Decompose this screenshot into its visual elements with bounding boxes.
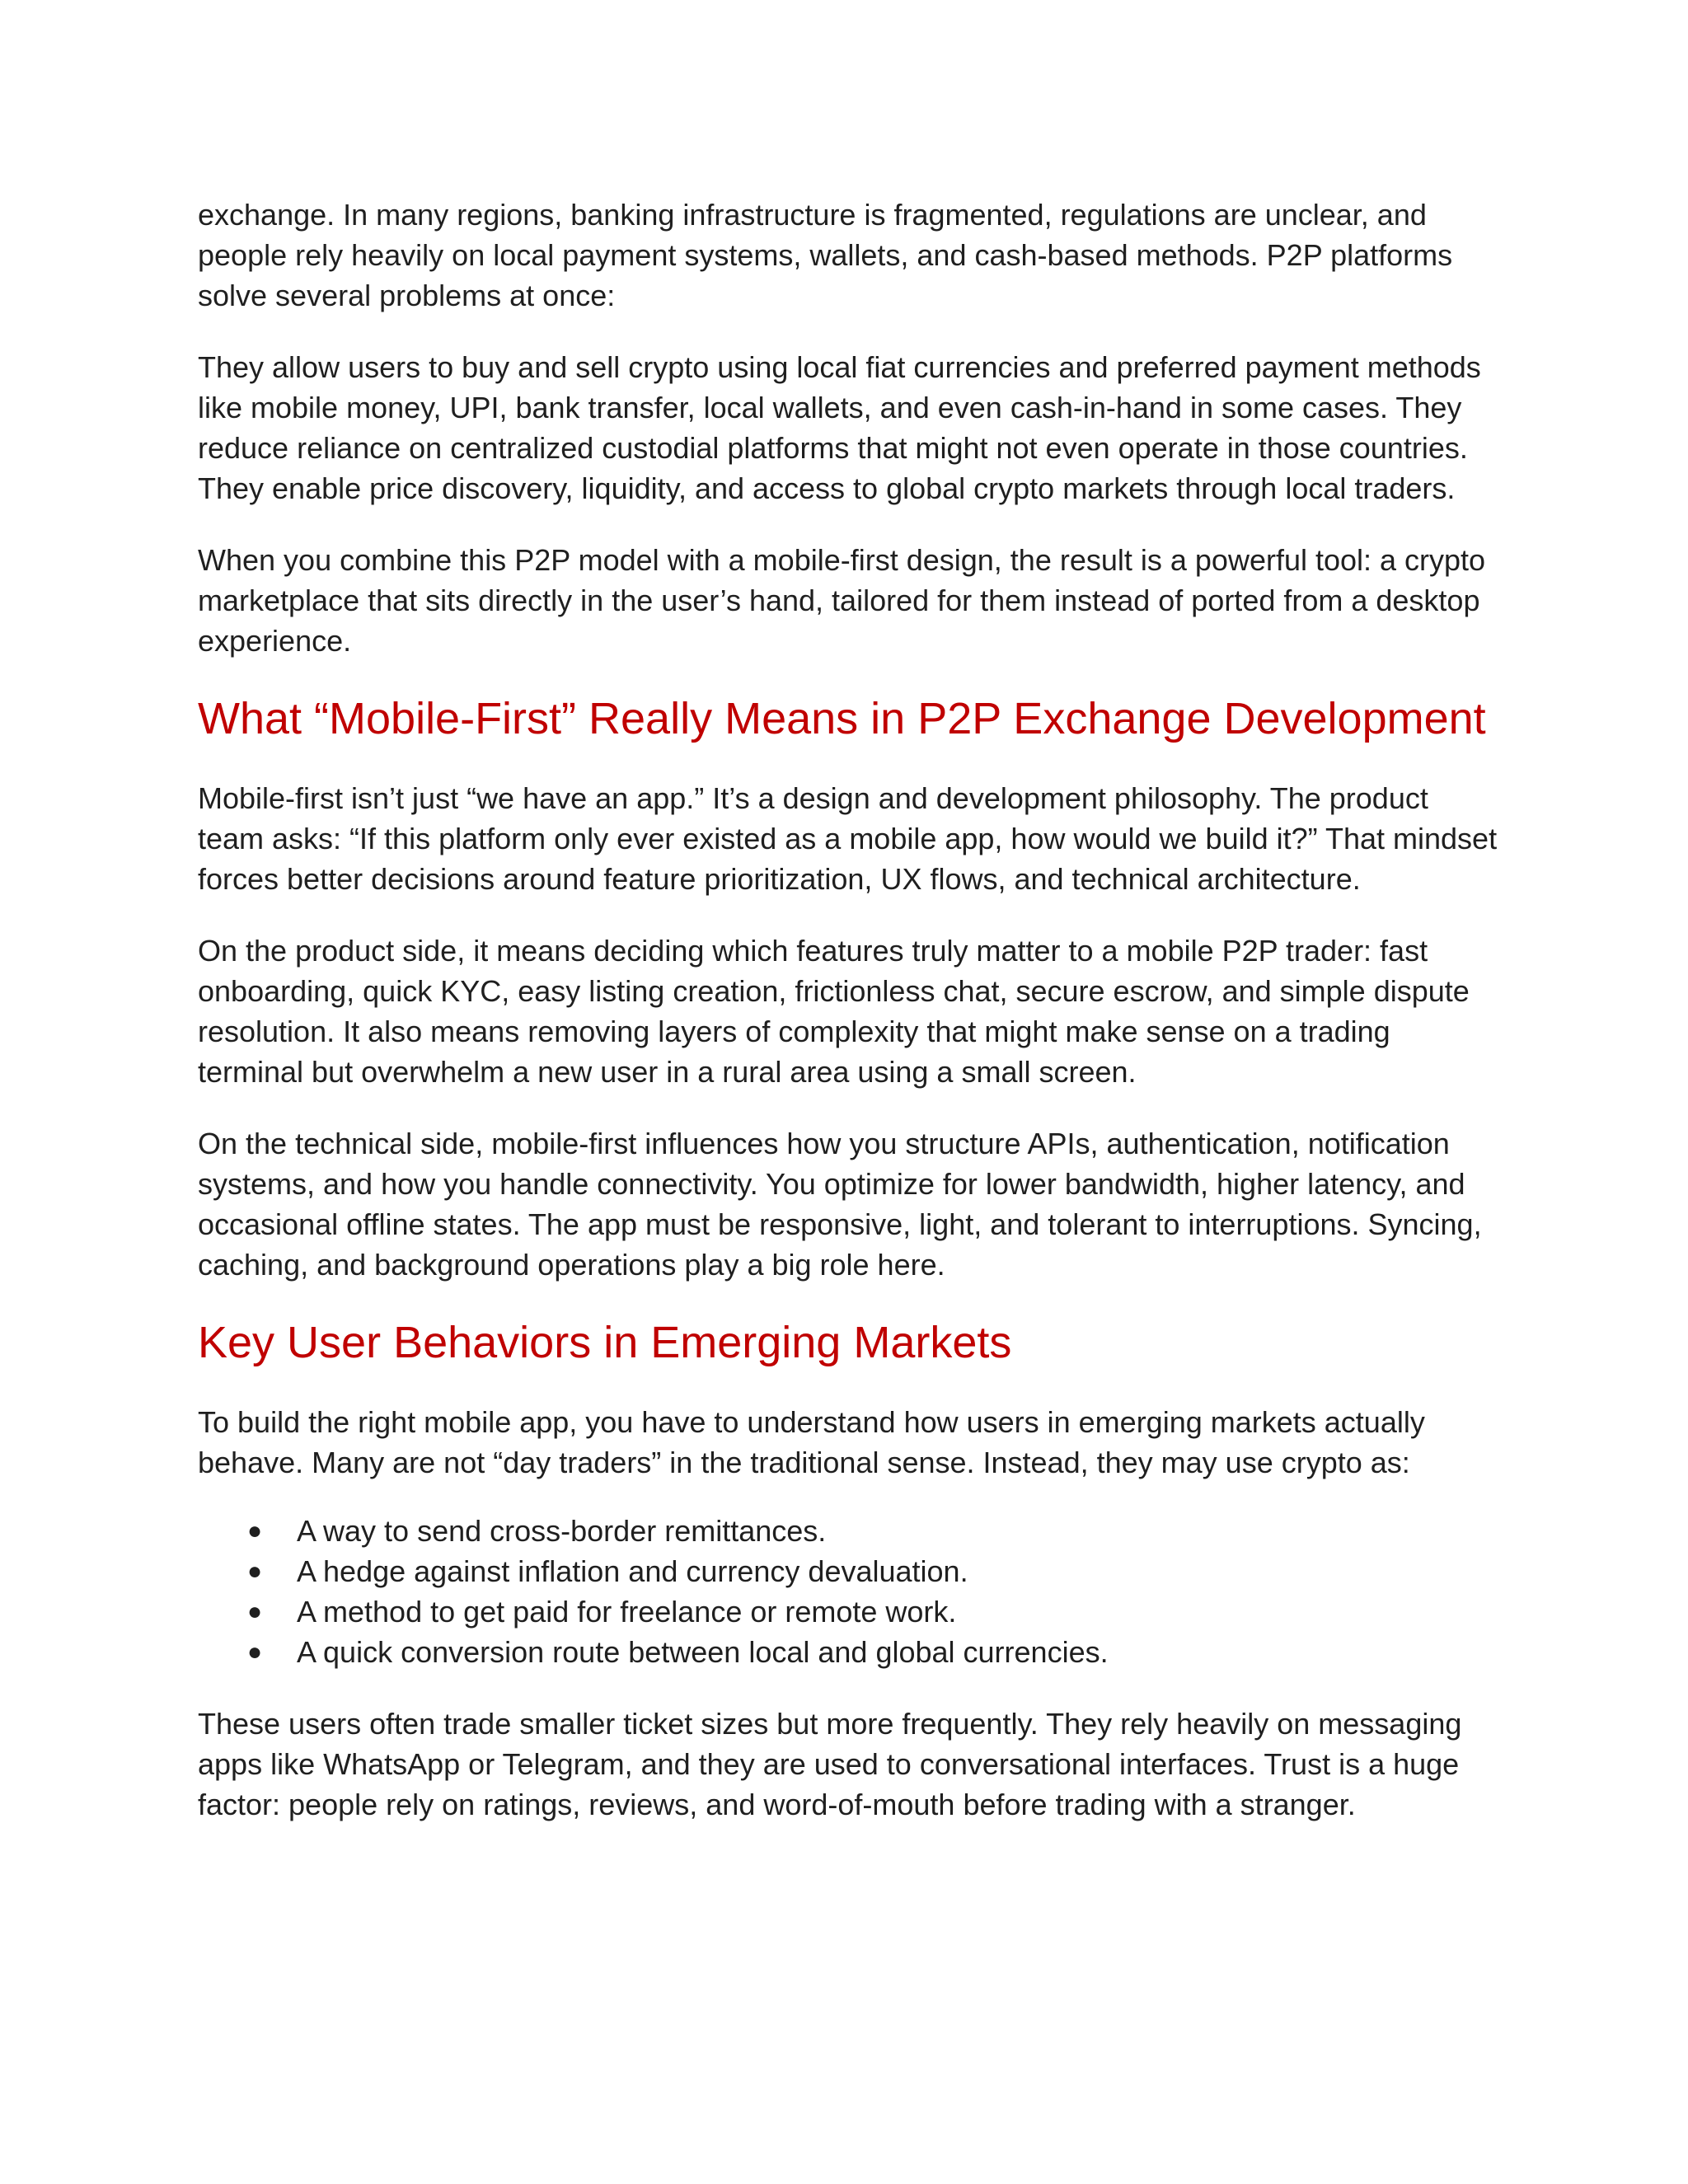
intro-paragraph-3: When you combine this P2P model with a mobile-first design, the result is a powerful tool: a crypto marketplace that sits directly in the user’s hand, tailored for them instead of ported from a desktop experience. [198,543,1486,658]
bullet-icon: ● [247,1598,263,1625]
user-behaviors-closing: These users often trade smaller ticket sizes but more frequently. They rely heavily on messaging apps like WhatsApp or Telegram, and they are used to conversational interfaces. Trust is a huge factor: people rely on ratings, reviews, and word-of-mouth before trading with a stranger. [198,1707,1462,1821]
list-item-text: A quick conversion route between local and global currencies. [297,1635,1109,1669]
user-behaviors-intro: To build the right mobile app, you have to understand how users in emerging markets actually behave. Many are not “day traders” in the traditional sense. Instead, they may use crypto as: [198,1405,1425,1479]
heading-mobile-first: What “Mobile-First” Really Means in P2P Exchange Development [198,694,1486,743]
mobile-first-paragraph-3: On the technical side, mobile-first influences how you structure APIs, authentication, notification systems, and how you handle connectivity. You optimize for lower bandwidth, higher latency, and occasional offline states. The app must be responsive, light, and tolerant to interruptions. Syncing, caching, and background operations play a big role here. [198,1127,1482,1282]
list-item [198,1511,1500,1551]
list-item-text: A method to get paid for freelance or remote work. [297,1595,957,1629]
intro-paragraph-2: They allow users to buy and sell crypto using local fiat currencies and preferred payment methods like mobile money, UPI, bank transfer, local wallets, and even cash-in-hand in some cases. They reduce reliance on centralized custodial platforms that might not even operate in those countries. They enable price discovery, liquidity, and access to global crypto markets through local traders. [198,350,1481,505]
list-item [198,1551,1500,1591]
bullet-icon: ● [247,1517,263,1544]
list-item [198,1632,1500,1672]
bullet-icon: ● [247,1558,263,1585]
heading-user-behaviors: Key User Behaviors in Emerging Markets [198,1318,1012,1367]
list-item [198,1591,1500,1632]
mobile-first-paragraph-1: Mobile-first isn’t just “we have an app.” It’s a design and development philosophy. The product team asks: “If this platform only ever existed as a mobile app, how would we build it?” That mindset forces better decisions around feature prioritization, UX flows, and technical architecture. [198,781,1498,896]
list-item-text: A hedge against inflation and currency devaluation. [297,1554,968,1588]
intro-paragraph-1: exchange. In many regions, banking infrastructure is fragmented, regulations are unclear, and people rely heavily on local payment systems, wallets, and cash-based methods. P2P platforms solve several problems at once: [198,198,1453,312]
bullet-icon: ● [247,1638,263,1666]
use-case-list [198,1511,1500,1672]
document-page [198,194,1500,1856]
list-item-text: A way to send cross-border remittances. [297,1514,827,1548]
mobile-first-paragraph-2: On the product side, it means deciding which features truly matter to a mobile P2P trader: fast onboarding, quick KYC, easy listing creation, frictionless chat, secure escrow, and simple dispute resolution. It also means removing layers of complexity that might make sense on a trading terminal but overwhelm a new user in a rural area using a small screen. [198,934,1470,1089]
